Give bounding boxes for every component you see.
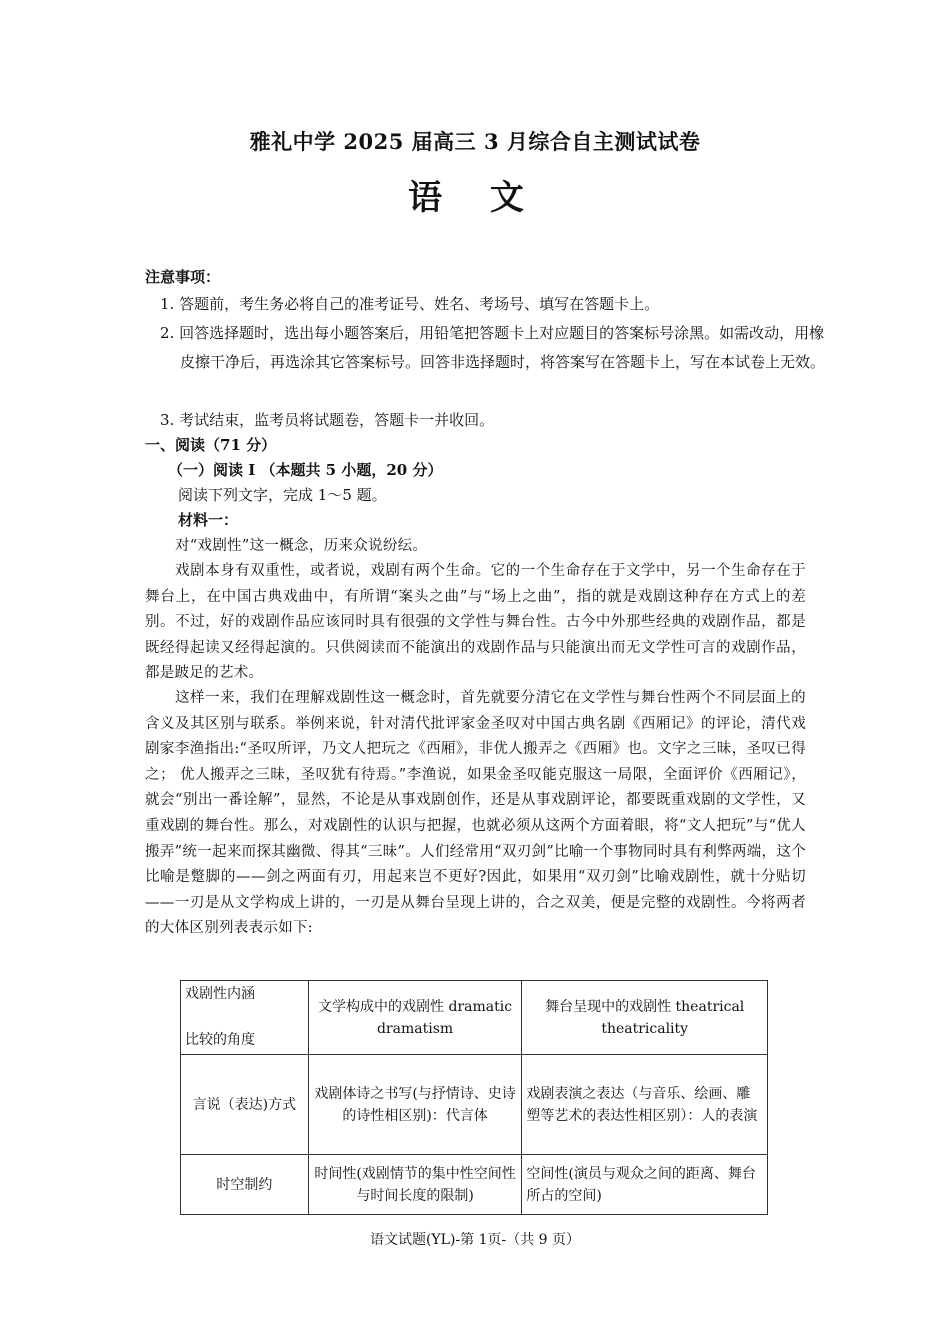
body-paragraph-3: 这样一来，我们在理解戏剧性这一概念时，首先就要分清它在文学性与舞台性两个不同层面上的含义及其区别与联系。举例来说，针对清代批评家金圣叹对中国古典名剧《西厢记》的评论，清代戏剧家李渔指出:“圣叹所评，乃文人把玩之《西厢》，非优人搬弄之《西厢》也。文字之三昧，圣叹已得之； 优人搬弄之三昧，圣叹犹有待焉。”李渔说，如果金圣叹能克服这一局限，全面评价《西厢记》，就会“别出一番诠解”，显然，不论是从事戏剧创作，还是从事戏剧评论，都要既重戏剧的文学性，又重戏剧的舞台性。那么，对戏剧性的认识与把握，也就必须从这两个方面着眼，将“文人把玩”与“优人搬弄”统一起来而探其幽微、得其“三昧”。人们经常用“双刃剑”比喻一个事物同时具有利弊两端，这个比喻是蹩脚的——剑之两面有刃，用起来岂不更好?因此，如果用“双刃剑”比喻戏剧性，就十分贴切——一刃是从文学构成上讲的，一刃是从舞台呈现上讲的，合之双美，便是完整的戏剧性。今将两者的大体区别列表表示如下: xyxy=(145,690,806,937)
table-header-row xyxy=(181,981,768,1055)
table-cell: 时间性(戏剧情节的集中性空间性与时间长度的限制) xyxy=(308,1155,522,1215)
table-row-label: 时空制约 xyxy=(181,1155,309,1215)
corner-top-label: 戏剧性内涵 xyxy=(185,986,255,1002)
table-corner-cell xyxy=(181,981,309,1055)
body-paragraph-1: 对“戏剧性”这一概念，历来众说纷纭。 xyxy=(175,538,428,554)
section-instruction: 阅读下列文字，完成 1～5 题。 xyxy=(178,486,387,504)
notice-item-1: 1. 答题前，考生务必将自己的准考证号、姓名、考场号、填写在答题卡上。 xyxy=(160,295,660,313)
section-subheading: （一）阅读 I （本题共 5 小题，20 分） xyxy=(168,461,443,479)
table-col1-header: 文学构成中的戏剧性 dramatic dramatism xyxy=(308,981,522,1055)
table-cell: 空间性(演员与观众之间的距离、舞台所占的空间) xyxy=(522,1155,768,1215)
table-col2-header: 舞台呈现中的戏剧性 theatrical theatricality xyxy=(522,981,768,1055)
notice-item-2: 2. 回答选择题时，选出每小题答案后，用铅笔把答题卡上对应题目的答案标号涂黑。如需改动，用橡皮擦干净后，再选涂其它答案标号。回答非选择题时，将答案写在答题卡上，写在本试卷上无效。 xyxy=(160,324,826,371)
exam-title: 雅礼中学 2025 届高三 3 月综合自主测试试卷 xyxy=(249,129,701,154)
subject-title: 语 文 xyxy=(408,178,542,218)
table-row xyxy=(181,1155,768,1215)
notice-heading: 注意事项： xyxy=(145,268,221,286)
section-heading: 一、阅读（71 分） xyxy=(145,436,277,454)
notice-item-3: 3. 考试结束，监考员将试题卷，答题卡一并收回。 xyxy=(160,411,495,429)
body-paragraph-2: 戏剧本身有双重性，或者说，戏剧有两个生命。它的一个生命存在于文学中，另一个生命存在于舞台上，在中国古典戏曲中，有所谓“案头之曲”与“场上之曲”，指的就是戏剧这种存在方式上的差别。不过，好的戏剧作品应该同时具有很强的文学性与舞台性。古今中外那些经典的戏剧作品，都是既经得起读又经得起演的。只供阅读而不能演出的戏剧作品与只能演出而无文学性可言的戏剧作品，都是跛足的艺术。 xyxy=(145,563,806,682)
table-cell: 戏剧表演之表达（与音乐、绘画、雕塑等艺术的表达性相区别）：人的表演 xyxy=(522,1055,768,1155)
page-footer: 语文试题(YL)-第 1页-（共 9 页） xyxy=(369,1232,581,1248)
material-label: 材料一： xyxy=(178,511,239,529)
table-cell: 戏剧体诗之书写(与抒情诗、史诗的诗性相区别)：代言体 xyxy=(308,1055,522,1155)
comparison-table xyxy=(180,980,768,1215)
table-row-label: 言说（表达)方式 xyxy=(181,1055,309,1155)
table-row xyxy=(181,1055,768,1155)
corner-bottom-label: 比较的角度 xyxy=(185,1032,255,1048)
